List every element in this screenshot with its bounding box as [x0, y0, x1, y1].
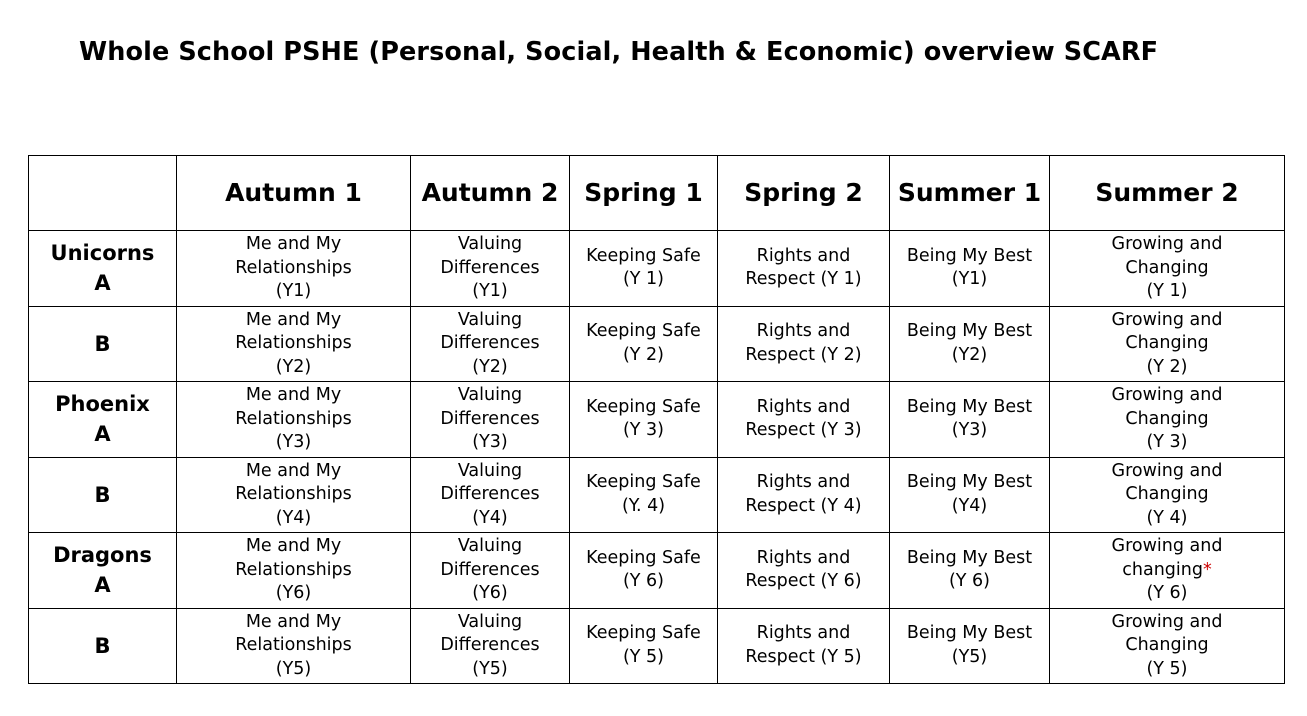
topic-cell: [718, 608, 890, 684]
topic-cell: [718, 382, 890, 458]
cell-line-text: changing: [1122, 559, 1203, 580]
cell-line: Respect (Y 4): [745, 495, 862, 516]
cell-line: Changing: [1125, 257, 1209, 278]
cell-line: (Y 1): [622, 269, 665, 290]
topic-cell: [177, 231, 411, 307]
topic-cell: [890, 608, 1050, 684]
column-header-spring-1: Spring 1: [570, 156, 718, 231]
cell-line: (Y. 4): [621, 495, 666, 516]
pshe-overview-table: [28, 155, 1285, 684]
class-group-label: A: [94, 573, 111, 598]
cell-line: Changing: [1125, 635, 1209, 655]
class-group-label: B: [94, 482, 111, 507]
cell-line: Keeping Safe: [586, 472, 701, 493]
topic-cell: [411, 382, 570, 458]
topic-cell: [570, 306, 718, 382]
cell-line: Respect (Y 1): [745, 269, 862, 290]
page-title: Whole School PSHE (Personal, Social, Health & Economic) overview SCARF: [79, 37, 1159, 67]
cell-line: (Y1): [472, 281, 508, 301]
topic-cell: [1050, 306, 1285, 382]
row-header-cell: [29, 457, 177, 533]
row-header-cell: [29, 608, 177, 684]
cell-line: Differences: [440, 635, 540, 655]
cell-line: Keeping Safe: [586, 623, 701, 644]
cell-line: Relationships: [235, 635, 352, 655]
cell-line: Relationships: [235, 408, 352, 429]
cell-line: Being My Best: [906, 623, 1033, 644]
cell-line: (Y5): [472, 658, 508, 679]
cell-line: Changing: [1125, 408, 1209, 429]
cell-line: Differences: [440, 408, 540, 429]
topic-cell: [570, 231, 718, 307]
cell-line: Respect (Y 2): [745, 344, 862, 365]
cell-line: Rights and: [756, 396, 851, 417]
cell-line: (Y1): [275, 281, 312, 301]
table-row: [29, 457, 1285, 533]
topic-cell: [177, 533, 411, 609]
cell-line: Valuing: [457, 385, 523, 405]
class-group-label: B: [94, 331, 111, 356]
row-header-cell: [29, 306, 177, 382]
cell-line: (Y 2): [622, 344, 665, 365]
class-group-label: A: [94, 271, 111, 296]
column-header-autumn-2: Autumn 2: [411, 156, 570, 231]
cell-line: Valuing: [457, 309, 523, 330]
topic-cell: [411, 608, 570, 684]
topic-cell: [1050, 231, 1285, 307]
cell-line: Me and My: [245, 611, 342, 632]
cell-line: Differences: [440, 559, 540, 580]
column-header-summer-1: Summer 1: [890, 156, 1050, 231]
topic-cell: [411, 231, 570, 307]
cell-line-with-note: [1054, 559, 1280, 583]
cell-line: (Y 2): [1146, 356, 1188, 377]
cell-line: Growing and: [1111, 460, 1223, 481]
cell-line: (Y 6): [1146, 583, 1188, 603]
note-marker: *: [1202, 559, 1212, 580]
topic-cell: [177, 457, 411, 533]
table-row: [29, 231, 1285, 307]
cell-line: Being My Best: [906, 321, 1033, 342]
cell-line: (Y4): [951, 495, 988, 516]
cell-line: (Y1): [951, 269, 988, 290]
topic-cell: [890, 382, 1050, 458]
cell-line: (Y4): [472, 507, 508, 528]
cell-line: (Y2): [951, 344, 988, 365]
cell-line: (Y2): [472, 356, 508, 377]
topic-cell: [890, 457, 1050, 533]
header-row: [29, 156, 1285, 231]
row-header-cell: [29, 231, 177, 307]
cell-line: Valuing: [457, 234, 523, 254]
cell-line: Respect (Y 6): [745, 571, 862, 592]
class-group-name: Dragons: [53, 543, 152, 568]
topic-cell: [570, 608, 718, 684]
topic-cell: [890, 231, 1050, 307]
topic-cell: [1050, 608, 1285, 684]
row-header-cell: [29, 382, 177, 458]
row-header-cell: [29, 533, 177, 609]
topic-cell: [570, 382, 718, 458]
cell-line: Me and My: [245, 536, 342, 556]
topic-cell: [718, 457, 890, 533]
cell-line: Growing and: [1111, 234, 1223, 254]
cell-line: (Y 5): [1146, 658, 1188, 679]
cell-line: Me and My: [245, 385, 342, 405]
cell-line: Growing and: [1111, 611, 1223, 632]
cell-line: Differences: [440, 257, 540, 278]
cell-line: Differences: [440, 484, 540, 504]
cell-line: (Y 6): [622, 571, 665, 592]
topic-cell: [177, 608, 411, 684]
cell-line: Being My Best: [906, 472, 1033, 493]
cell-line: Relationships: [235, 333, 352, 353]
table-row: [29, 533, 1285, 609]
topic-cell: [177, 382, 411, 458]
class-group-name: Unicorns: [50, 241, 155, 266]
topic-cell: [177, 306, 411, 382]
cell-line: Rights and: [756, 547, 851, 568]
cell-line: Respect (Y 5): [745, 646, 862, 667]
cell-line: (Y3): [275, 432, 312, 452]
cell-line: (Y 3): [622, 420, 665, 441]
cell-line: Relationships: [235, 484, 352, 504]
topic-cell: [1050, 457, 1285, 533]
cell-line: Being My Best: [906, 547, 1033, 568]
cell-line: Keeping Safe: [586, 245, 701, 266]
cell-line: Growing and: [1111, 309, 1223, 330]
cell-line: (Y5): [951, 646, 988, 667]
topic-cell: [411, 457, 570, 533]
cell-line: Changing: [1125, 333, 1209, 353]
topic-cell: [890, 533, 1050, 609]
class-group-label: A: [94, 422, 111, 447]
cell-line: Me and My: [245, 234, 342, 254]
cell-line: Relationships: [235, 257, 352, 278]
topic-cell: [570, 457, 718, 533]
cell-line: Respect (Y 3): [745, 420, 862, 441]
topic-cell: [1050, 533, 1285, 609]
cell-line: Keeping Safe: [586, 321, 701, 342]
cell-line: Differences: [440, 333, 540, 353]
topic-cell: [718, 533, 890, 609]
cell-line: (Y4): [275, 507, 312, 528]
cell-line: (Y3): [472, 432, 508, 452]
cell-line: Me and My: [245, 460, 342, 481]
column-header-summer-2: Summer 2: [1050, 156, 1285, 231]
cell-line: (Y 1): [1146, 281, 1188, 301]
cell-line: (Y 4): [1146, 507, 1188, 528]
table-row: [29, 382, 1285, 458]
cell-line: (Y 3): [1146, 432, 1188, 452]
cell-line: Valuing: [457, 611, 523, 632]
column-header-spring-2: Spring 2: [718, 156, 890, 231]
table-row: [29, 608, 1285, 684]
cell-line: (Y 5): [622, 646, 665, 667]
class-group-name: Phoenix: [55, 392, 150, 417]
cell-line: Valuing: [457, 460, 523, 481]
cell-line: (Y6): [472, 583, 508, 603]
cell-line: (Y6): [275, 583, 312, 603]
cell-line: Rights and: [756, 472, 851, 493]
cell-line: (Y2): [275, 356, 312, 377]
topic-cell: [718, 231, 890, 307]
column-header-autumn-1: Autumn 1: [177, 156, 411, 231]
cell-line: Keeping Safe: [586, 396, 701, 417]
cell-line: Rights and: [756, 245, 851, 266]
topic-cell: [411, 533, 570, 609]
cell-line: Growing and: [1111, 385, 1223, 405]
table-row: [29, 306, 1285, 382]
cell-line: Being My Best: [906, 396, 1033, 417]
cell-line: Valuing: [457, 536, 523, 556]
cell-line: Keeping Safe: [586, 547, 701, 568]
cell-line: Changing: [1125, 484, 1209, 504]
corner-header-cell: [29, 156, 177, 231]
cell-line: Relationships: [235, 559, 352, 580]
cell-line: (Y 6): [948, 571, 991, 592]
topic-cell: [570, 533, 718, 609]
cell-line: Being My Best: [906, 245, 1033, 266]
cell-line: Growing and: [1111, 536, 1223, 556]
topic-cell: [411, 306, 570, 382]
cell-line: Rights and: [756, 623, 851, 644]
cell-line: Me and My: [245, 309, 342, 330]
topic-cell: [1050, 382, 1285, 458]
cell-line: (Y3): [951, 420, 988, 441]
topic-cell: [890, 306, 1050, 382]
cell-line: (Y5): [275, 658, 312, 679]
cell-line: Rights and: [756, 321, 851, 342]
topic-cell: [718, 306, 890, 382]
class-group-label: B: [94, 633, 111, 658]
